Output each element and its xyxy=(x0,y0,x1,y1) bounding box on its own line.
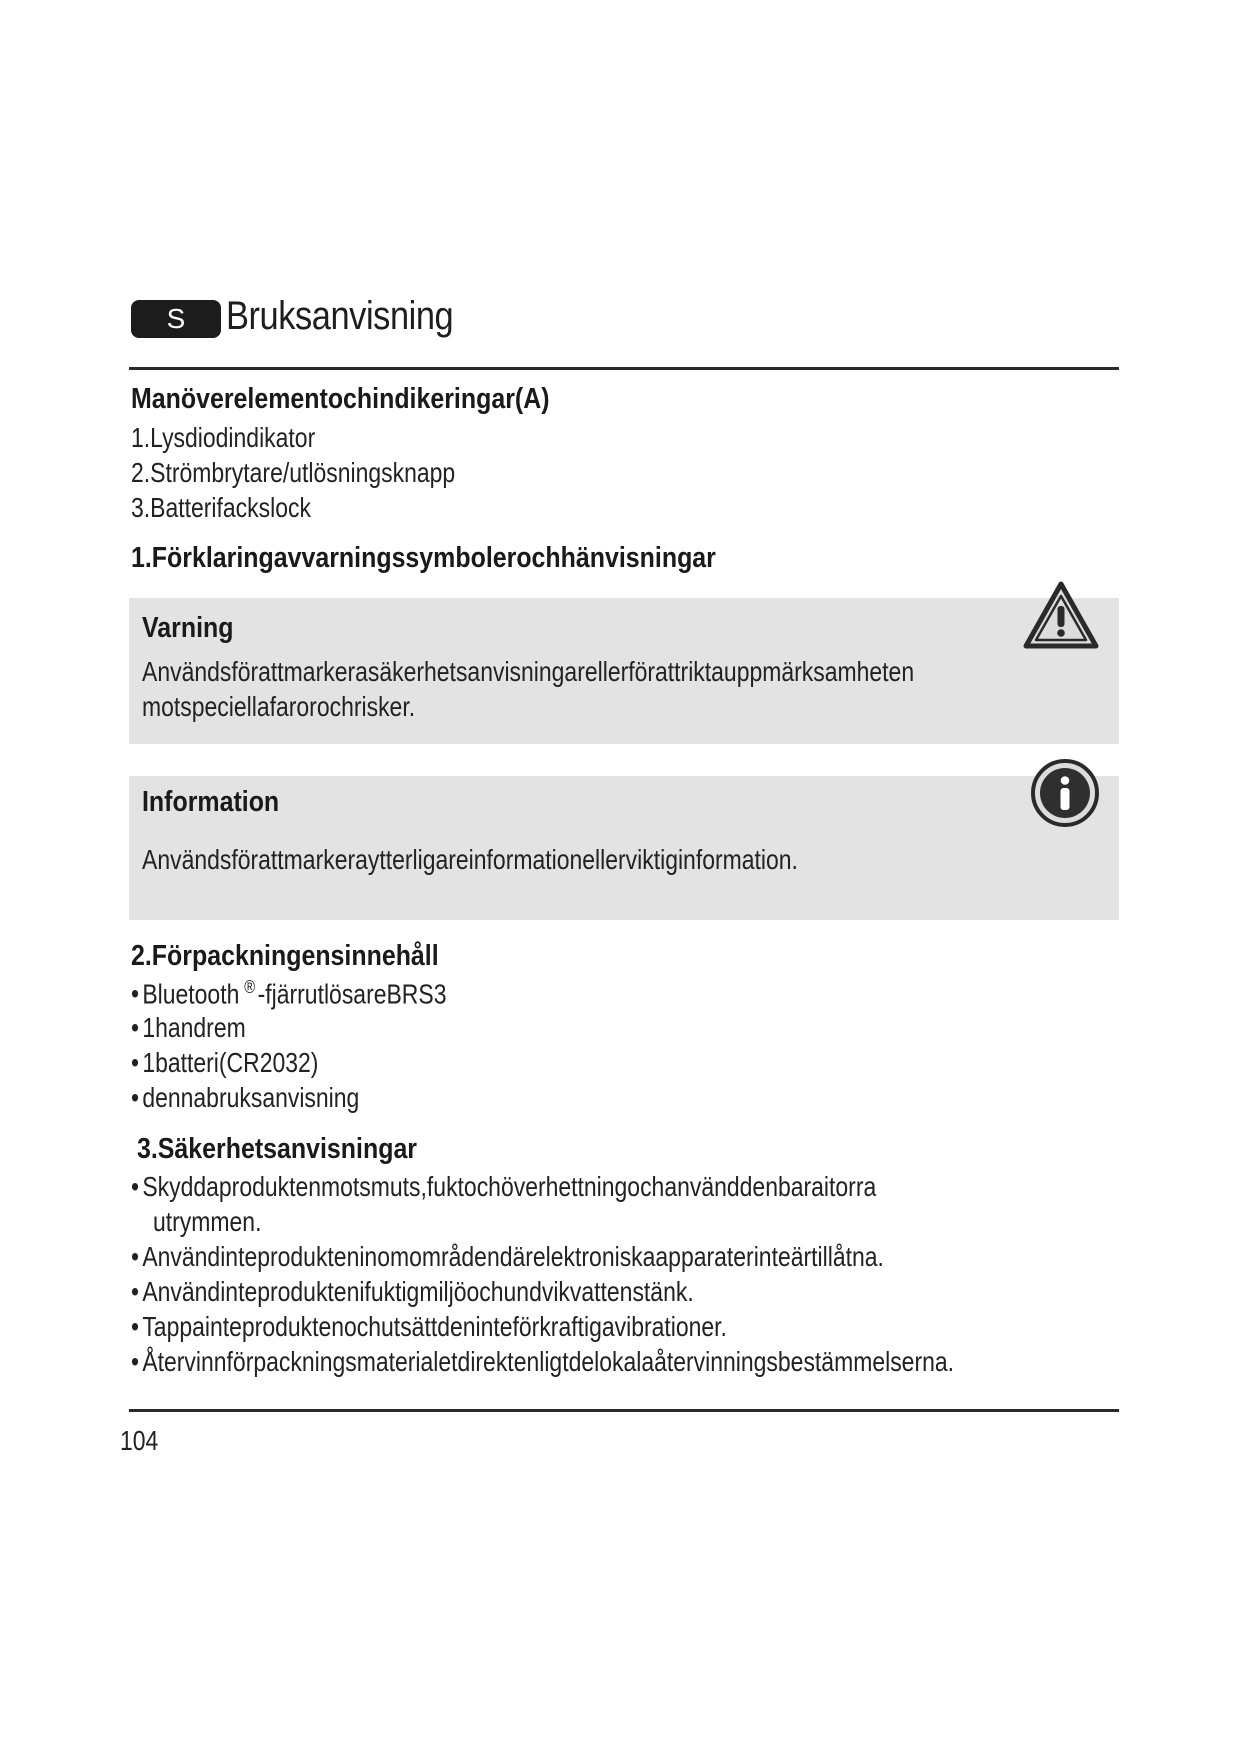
warning-text-line: Användsförattmarkerasäkerhetsanvisningarellerförattriktauppmärksamheten xyxy=(142,656,915,687)
page-title: Bruksanvisning xyxy=(226,294,454,338)
controls-heading: Manöverelementochindikeringar(A) xyxy=(131,383,550,415)
language-badge: S xyxy=(131,300,221,338)
information-title: Information xyxy=(142,786,280,818)
safety-item: • Återvinnförpackningsmaterialetdirektenligtdelokalaåtervinningsbestämmelserna. xyxy=(131,1346,954,1378)
top-divider xyxy=(129,367,1119,370)
safety-item-continuation: utrymmen. xyxy=(153,1206,262,1237)
section3-heading: 3.Säkerhetsanvisningar xyxy=(137,1133,418,1165)
package-item: • 1handrem xyxy=(131,1012,246,1044)
warning-title: Varning xyxy=(142,612,234,644)
package-item: • 1batteri(CR2032) xyxy=(131,1047,318,1079)
package-item: • Bluetooth ®-fjärrutlösareBRS3 xyxy=(131,977,446,1010)
controls-item: 2.Strömbrytare/utlösningsknapp xyxy=(131,457,456,488)
warning-text-line: motspeciellafarorochrisker. xyxy=(142,691,416,722)
controls-item: 1.Lysdiodindikator xyxy=(131,422,316,453)
information-text: Användsförattmarkeraytterligareinformationellerviktiginformation. xyxy=(142,844,798,875)
safety-item: • Skyddaproduktenmotsmuts,fuktochöverhettningochanvänddenbaraitorra xyxy=(131,1171,876,1203)
bottom-divider xyxy=(129,1409,1119,1412)
section2-heading: 2.Förpackningensinnehåll xyxy=(131,940,439,972)
safety-item: • Användinteproduktenifuktigmiljöochundvikvattenstänk. xyxy=(131,1276,694,1308)
warning-triangle-icon xyxy=(1022,580,1100,652)
safety-item: • Tappainteproduktenochutsättdeninteförkraftigavibrationer. xyxy=(131,1311,727,1343)
safety-item: • Användinteprodukteninomområdendärelektroniskaapparaterinteärtillåtna. xyxy=(131,1241,884,1273)
page-number: 104 xyxy=(120,1425,159,1456)
info-circle-icon xyxy=(1030,758,1100,828)
package-item: • dennabruksanvisning xyxy=(131,1082,359,1114)
section1-heading: 1.Förklaringavvarningssymbolerochhänvisningar xyxy=(131,542,716,574)
controls-item: 3.Batterifackslock xyxy=(131,492,311,523)
